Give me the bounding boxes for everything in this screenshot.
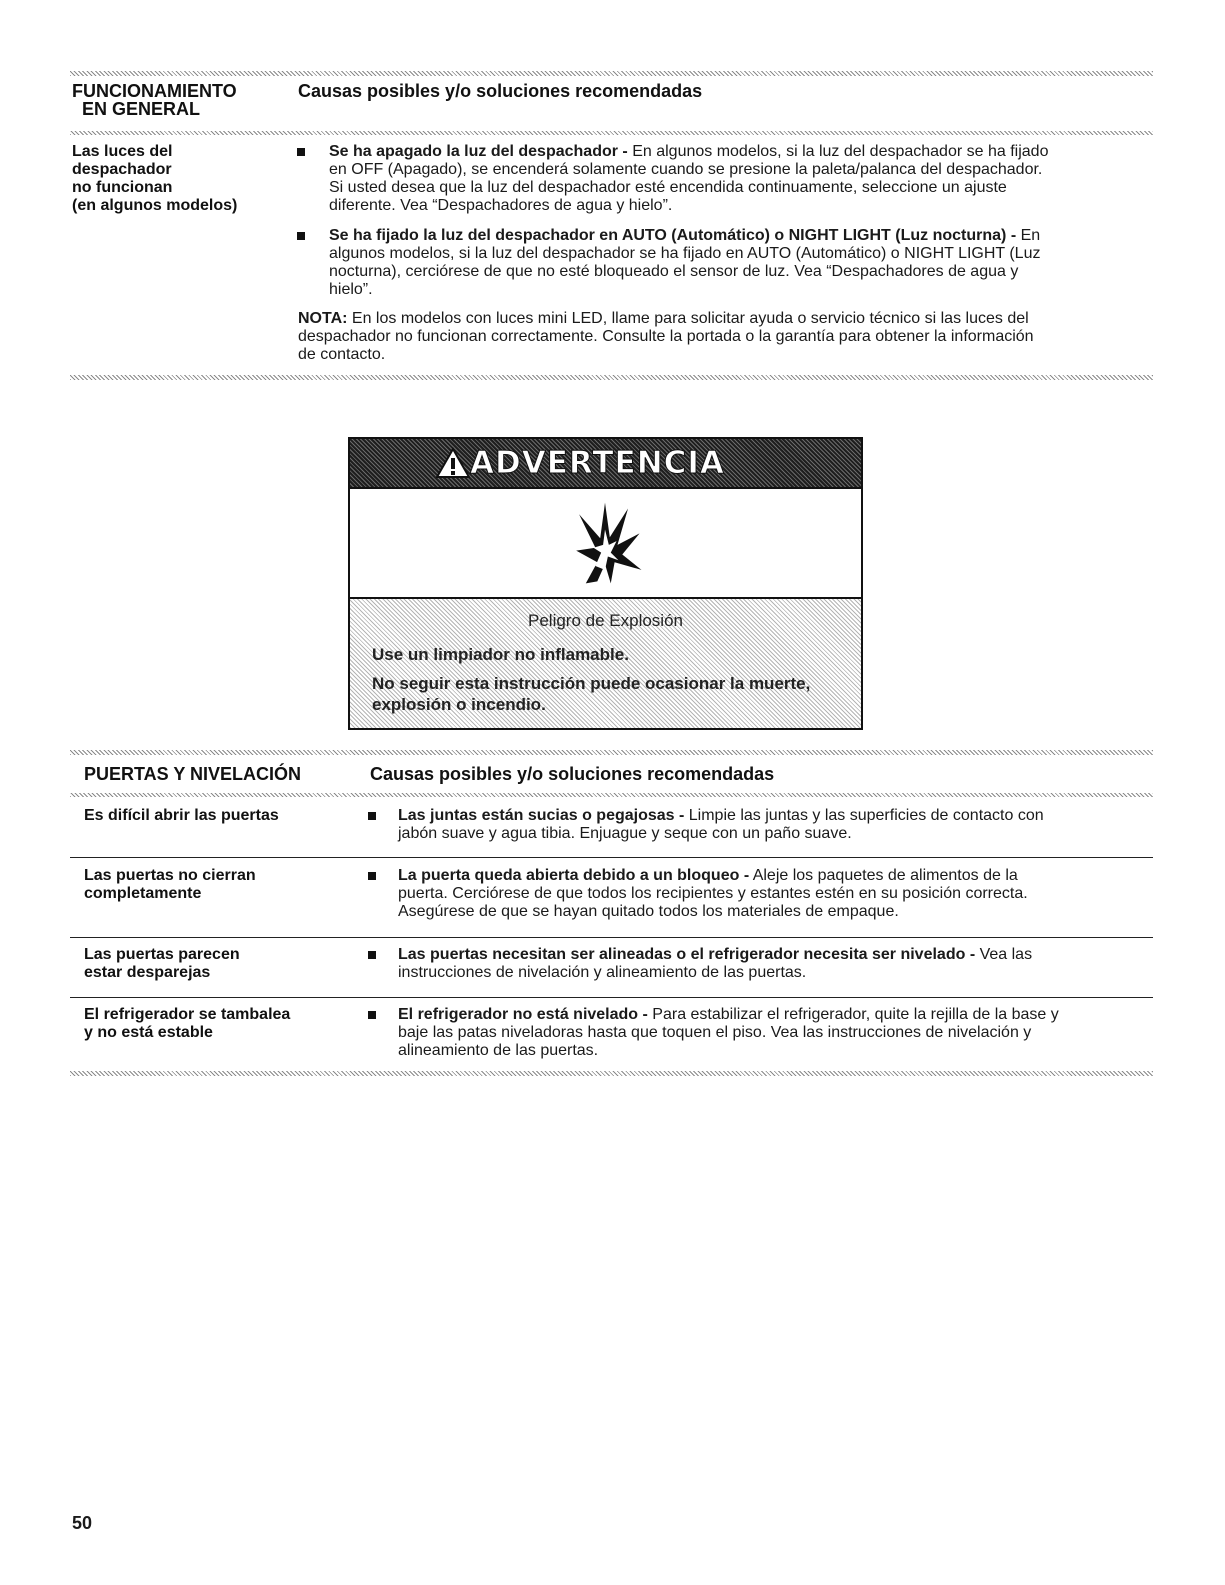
cause-line: despachador [72,161,172,178]
note-text: En los modelos con luces mini LED, llame para solicitar ayuda o servicio técnico si las luces del [347,310,1029,327]
solution-text: instrucciones de nivelación y alineamiento de las puertas. [398,964,807,981]
section1-header-divider [70,131,1153,135]
cause-line: Las puertas no cierran [84,867,256,884]
section2-row-1-cause [84,807,279,825]
warning-triangle-icon [436,447,470,479]
solution-text: baje las patas niveladoras hasta que toquen el piso. Vea las instrucciones de nivelación y [398,1024,1032,1041]
header-line: EN GENERAL [82,99,201,119]
header-line: FUNCIONAMIENTO [72,81,237,101]
warning-box [348,437,863,730]
warning-line-1: Use un limpiador no inflamable. [372,645,629,664]
bullet-text: En [1016,227,1041,244]
solution-text: Vea las [975,946,1033,963]
cause-line: Las luces del [72,143,173,160]
warning-line-2: No seguir esta instrucción puede ocasionar la muerte, [372,674,811,693]
explosion-icon [545,495,665,591]
solution-text: jabón suave y agua tibia. Enjuague y seque con un paño suave. [398,825,852,842]
section1-cause [72,143,237,215]
cause-line: no funcionan [72,179,173,196]
bullet-icon [297,232,305,240]
bullet-text: En algunos modelos, si la luz del despachador se ha fijado [627,143,1049,160]
section2-header-left: PUERTAS Y NIVELACIÓN [84,764,302,784]
bullet-icon [368,812,376,820]
section2-header-right: Causas posibles y/o soluciones recomendadas [370,764,775,784]
note-text: despachador no funcionan correctamente. Consulte la portada o la garantía para obtener la información [298,328,1034,345]
solution-text: Para estabilizar el refrigerador, quite la rejilla de la base y [647,1006,1059,1023]
cause-line: completamente [84,885,202,902]
solution-lead: Las puertas necesitan ser alineadas o el refrigerador necesita ser nivelado - [398,946,976,963]
solution-text: Aleje los paquetes de alimentos de la [749,867,1018,884]
cause-line: Las puertas parecen [84,946,240,963]
bullet-text: hielo”. [329,281,373,298]
section2-bottom-bar [70,1071,1153,1076]
warning-subtitle: Peligro de Explosión [528,611,683,630]
section2-top-bar [70,750,1153,755]
bullet-text: algunos modelos, si la luz del despachador se ha fijado en AUTO (Automático) o NIGHT LIGHT (Luz [329,245,1041,262]
warning-header [350,439,861,489]
solution-text: Asegúrese de que se hayan quitado todos los materiales de empaque. [398,903,899,920]
solution-lead: Las juntas están sucias o pegajosas - [398,807,685,824]
bullet-text: Si usted desea que la luz del despachador esté encendida continuamente, seleccione un ajuste [329,179,1007,196]
solution-lead: La puerta queda abierta debido a un bloqueo - [398,867,750,884]
section2-row-2-cause [84,867,256,903]
section1-top-bar [70,71,1153,76]
cause-line: estar desparejas [84,964,211,981]
solution-text: alineamiento de las puertas. [398,1042,599,1059]
solution-text: puerta. Cerciórese de que todos los recipientes y estantes estén en su posición correcta. [398,885,1028,902]
bullet-icon [297,148,305,156]
section1-bottom-bar [70,375,1153,380]
bullet-text: nocturna), cerciórese de que no esté bloqueado el sensor de luz. Vea “Despachadores de agua y [329,263,1019,280]
bullet-text: diferente. Vea “Despachadores de agua y hielo”. [329,197,673,214]
warning-line-3: explosión o incendio. [372,695,546,714]
cause-line: (en algunos modelos) [72,197,238,214]
bullet-icon [368,1011,376,1019]
row-divider [70,997,1153,998]
solution-lead: El refrigerador no está nivelado - [398,1006,648,1023]
section2-row-3-cause [84,946,240,982]
warning-icon-panel [350,489,861,599]
row-divider [70,937,1153,938]
bullet-lead: Se ha apagado la luz del despachador - [329,143,628,160]
solution-text: Limpie las juntas y las superficies de contacto con [684,807,1044,824]
bullet-lead: Se ha fijado la luz del despachador en AUTO (Automático) o NIGHT LIGHT (Luz nocturna) - [329,227,1017,244]
bullet-icon [368,951,376,959]
bullet-icon [368,872,376,880]
section2-row-4-cause [84,1006,290,1042]
section1-note [298,310,1168,364]
note-text: de contacto. [298,346,386,363]
section1-header-left [72,82,237,118]
note-label: NOTA: [298,310,348,327]
warning-title: ADVERTENCIA [470,445,725,481]
cause-line: y no está estable [84,1024,213,1041]
row-divider [70,857,1153,858]
section2-header-divider [70,793,1153,797]
cause-line: Es difícil abrir las puertas [84,807,279,824]
bullet-text: en OFF (Apagado), se encenderá solamente cuando se presione la paleta/palanca del despachador. [329,161,1043,178]
cause-line: El refrigerador se tambalea [84,1006,291,1023]
page-number: 50 [72,1513,93,1533]
section1-header-right: Causas posibles y/o soluciones recomendadas [298,81,703,101]
